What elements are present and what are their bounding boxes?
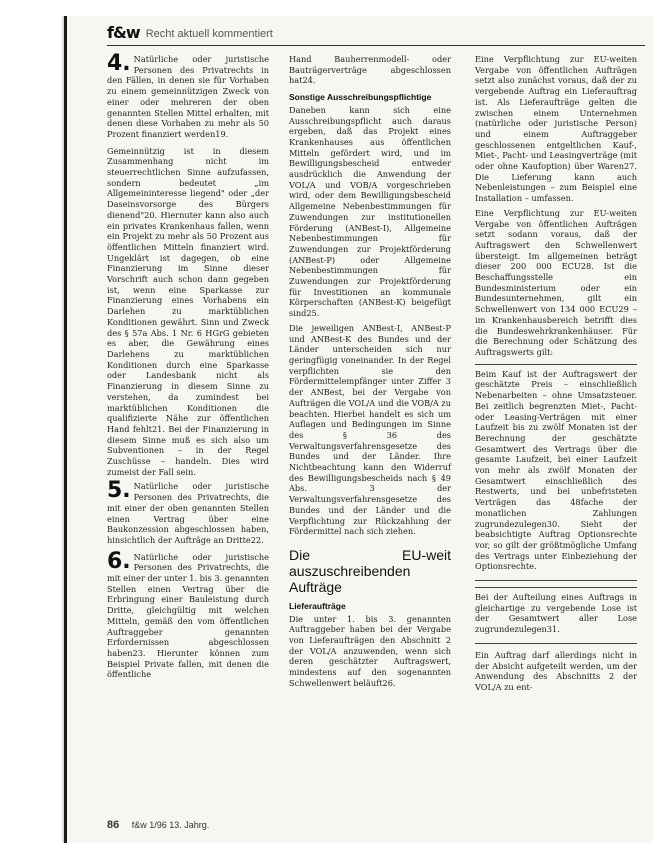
item-6 (107, 548, 269, 680)
paragraph: Beim Kauf ist der Auftragswert der geschätzte Preis – einschließlich Nebenarbeiten – ohne Umsatzsteuer. Bei zeitlich begrenzten Miet-, Pacht- oder Leasing-Verträgen mit einer Laufzeit bis zu zwölf Monaten ist der Berechnung der geschätzte Gesamtwert des Vertrags über die gesamte Laufzeit, bei einer Laufzeit von mehr als zwölf Monaten der Gesamtwert einschließlich des Restwerts, und bei unbefristeten Verträgen das 48fache der monatlichen Zahlungen zugrundezulegen30. Sieht der beabsichtigte Auftrag Optionsrechte vor, so gilt der größtmögliche Umfang des Vertrags unter Einbeziehung der Optionsrechte. (475, 368, 637, 572)
page-number: 86 (107, 819, 120, 831)
header-divider (107, 45, 645, 46)
column-3 (475, 54, 637, 697)
page-header (67, 16, 653, 44)
item-5 (107, 478, 269, 545)
column-2 (289, 54, 451, 693)
paragraph: Die unter 1. bis 3. genannten Auftraggeber haben bei der Vergabe von Lieferaufträgen den Abschnitt 2 der VOL/A anzuwenden, wenn sich deren geschätzter Auftragswert, mindestens auf den sogenannten Schwellenwert beläuft26. (289, 613, 451, 688)
item-text: Natürliche oder juristische Personen des Privatrechts, die mit einer der oben genannten Stellen einen Vertrag über eine Baukonzession abgeschlossen haben, hinsichtlich der Aufträge an Dritte22. (107, 481, 269, 545)
item-number: 5. (107, 478, 131, 504)
paragraph: Die jeweiligen ANBest-I, ANBest-P und ANBest-K des Bundes und der Länder unterscheiden sich nur geringfügig voneinander. In der Regel verpflichten sie den Fördermittelempfänger unter Ziffer 3 der ANBest, bei der Vergabe von Aufträgen die VOL/A und die VOB/A zu beachten. Hierbei handelt es sich um Auflagen und Bedingungen im Sinne des § 36 des Verwaltungsverfahrensgesetze des Bundes und der Länder. Ihre Nichtbeachtung kann den Widerruf des Bewilligungsbescheids nach § 49 Abs. 3 der Verwaltungsverfahrensgesetze des Bundes und der Länder und die Verpflichtung zur Rückzahlung der Fördermittel nach sich ziehen. (289, 322, 451, 537)
subheading: Sonstige Ausschreibungspflichtige (289, 92, 432, 103)
item-text: Natürliche oder juristische Personen des Privatrechts, die mit einer der unter 1. bis 3. genannten Stellen einen Vertrag über die Erbringung einer Bauleistung durch Dritte, gleichgültig mit welchen Mitteln, gemäß den vom öffentlichen Auftraggeber genannten Erfordernissen abgeschlossen haben23. Hierunter können zum Beispiel Private fallen, mit denen die öffentliche (107, 551, 269, 680)
paragraph: Daneben kann sich eine Ausschreibungspflicht auch daraus ergeben, daß das Projekt eines Krankenhauses aus öffentlichen Mitteln gefördert wird, und im Bewilligungsbescheid entweder ausdrücklich die Anwendung der VOL/A und VOB/A vorgeschrieben wird, oder dem Bewilligungsbescheid Allgemeine Nebenbestimmungen für Zuwendungen zur institutionellen Förderung (ANBest-I), Allgemeine Nebenbestimmungen für Zuwendungen zur Projektförderung (ANBest-P) oder Allgemeine Nebenbestimmungen für Zuwendungen zur Projektförderung für Investitionen an kommunale Körperschaften (ANBest-K) beigefügt sind25. (289, 104, 451, 319)
column-1 (107, 51, 269, 686)
item-number: 4. (107, 51, 131, 76)
paragraph: Bei der Aufteilung eines Auftrags in gleichartige zu vergebende Lose ist der Gesamtwert aller Lose zugrundezulegen31. (475, 592, 637, 635)
paragraph: Eine Verpflichtung zur EU-weiten Vergabe von öffentlichen Aufträgen setzt sodann voraus, daß der Auftragswert den Schwellenwert übersteigt. Im allgemeinen beträgt dieser 200 000 ECU28. Ist die Beschaffungsstelle ein Bundesministerium oder ein Bundesunternehmen, gilt ein Schwellenwert von 134 000 ECU29 – im Krankenhausbereich betrifft dies die Bundeswehrkrankenhäuser. Für die Berechnung oder Schätzung des Auftragswerts gilt: (475, 207, 637, 357)
page-footer (107, 819, 209, 831)
section-heading: Die EU-weit auszuschreibenden Aufträge (289, 546, 451, 595)
paragraph: Ein Auftrag darf allerdings nicht in der Absicht aufgeteilt werden, um der Anwendung des Abschnitts 2 der VOL/A zu ent- (475, 649, 637, 692)
item-text: Natürliche oder juristische Personen des Privatrechts in den Fällen, in denen sie für Vorhaben zu einem gemeinnützigen Zweck von einer oder mehreren der oben genannten Stellen Mittel erhalten, mit denen diese Vorhaben zu mehr als 50 Prozent finanziert werden19. (107, 54, 269, 139)
boxed-paragraph (475, 364, 637, 581)
document-page (64, 16, 653, 843)
paragraph: Eine Verpflichtung zur EU-weiten Vergabe von öffentlichen Aufträgen setzt also zunächst voraus, daß der zu vergebende Auftrag ein Lieferauftrag ist. Als Lieferaufträge gelten die zwischen einem Unternehmen (natürliche oder juristische Person) und einem Auftraggeber geschlossenen entgeltlichen Kauf-, Miet-, Pacht- und Leasingverträge (mit oder ohne Kaufoption) über Waren27. Die Lieferung kann auch Nebenleistungen – zum Beispiel eine Installation – umfassen. (475, 54, 637, 204)
header-title: Recht aktuell kommentiert (145, 28, 273, 40)
paragraph: Hand Bauherrenmodell- oder Bauträgerverträge abgeschlossen hat24. (289, 54, 451, 86)
subheading: Lieferaufträge (289, 600, 346, 611)
item-number: 6. (107, 548, 131, 574)
item-4 (107, 51, 269, 140)
journal-info: f&w 1/96 13. Jahrg. (131, 820, 210, 830)
journal-logo: f&w (107, 23, 140, 42)
boxed-paragraph (475, 587, 637, 644)
paragraph: Gemeinnützig ist in diesem Zusammenhang nicht im steuerrechtlichen Sinne aufzufassen, sondern bedeutet „im Allgemeininteresse liegend" oder „der Daseinsvorsorge des Bürgers dienend"20. Hiernuter kann also auch ein privates Krankenhaus fallen, wenn ein Projekt zu mehr als 50 Prozent aus öffentlichen Mitteln finanziert wird. Ungeklärt ist dagegen, ob eine Finanzierung im Sinne dieser Vorschrift auch schon dann gegeben ist, wenn eine Sparkasse zur Finanzierung eines Vorhabens ein Darlehen zu marktüblichen Konditionen gewährt. Sinn und Zweck des § 57a Abs. 1 Nr. 6 HGrG gebieten es aber, die Gewährung eines Darlehens zu marktüblichen Konditionen durch eine Sparkasse oder Landesbank nicht als Finanzierung in diesem Sinne zu verstehen, da zumindest bei marktüblichen Konditionen die qualifizierte Nähe zur öffentlichen Hand fehlt21. Bei der Finanzierung in diesem Sinne muß es sich also um Subventionen – in der Regel Zuschüsse – handeln. Dies wird zumeist der Fall sein. (107, 145, 269, 477)
